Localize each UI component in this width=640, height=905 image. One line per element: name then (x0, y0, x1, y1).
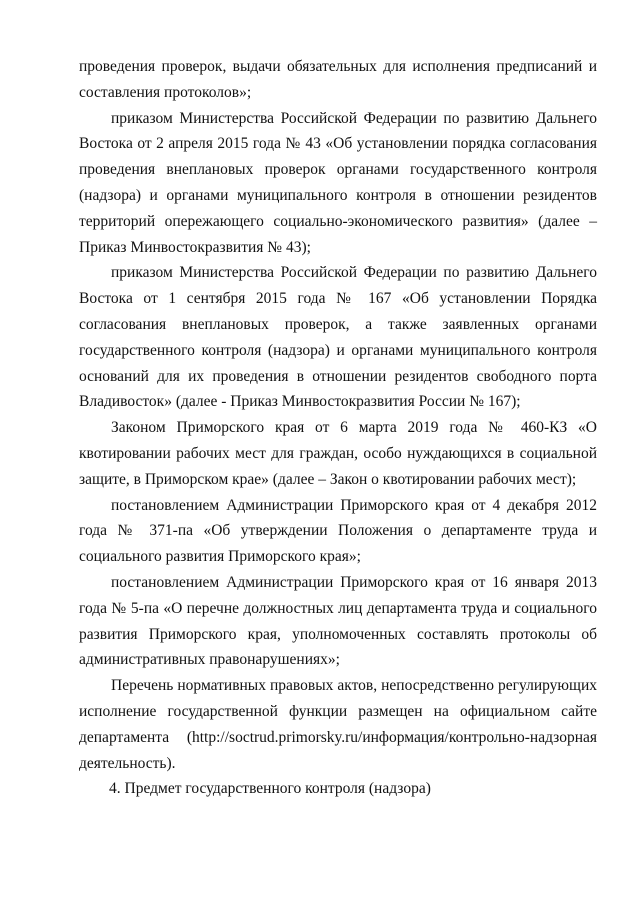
legal-acts-period: . (171, 754, 176, 772)
paragraph-order-43: приказом Министерства Российской Федерации по развитию Дальнего Востока от 2 апреля 2015 года № 43 «Об установлении порядка согласования проведения внеплановых проверок органами государственного контроля (надзора) и органами муниципального контроля в отношении резидентов территорий опережающего социально-экономического развития» (далее – Приказ Минвостокразвития № 43); (79, 109, 597, 256)
paragraph-continuation: проведения проверок, выдачи обязательных для исполнения предписаний и составления протоколов»; (79, 58, 597, 101)
paragraph-order-167: приказом Министерства Российской Федерации по развитию Дальнего Востока от 1 сентября 2015 года № 167 «Об установлении Порядка согласования внеплановых проверок, а также заявленных органами государственного контроля (надзора) и органами муниципального контроля оснований для их проведения в отношении резидентов свободного порта Владивосток» (далее - Приказ Минвостокразвития России № 167); (79, 264, 597, 411)
department-website-link[interactable]: (http://soctrud.primorsky.ru/информация/контрольно-надзорная деятельность) (79, 728, 597, 772)
paragraph-law-quota: Законом Приморского края от 6 марта 2019 года № 460-КЗ «О квотировании рабочих мест для граждан, особо нуждающихся в социальной защите, в Приморском крае» (далее – Закон о квотировании рабочих мест); (79, 419, 597, 488)
section-heading: 4. Предмет государственного контроля (надзора) (109, 780, 431, 798)
paragraph-resolution-371: постановлением Администрации Приморского края от 4 декабря 2012 года № 371-па «Об утверждении Положения о департаменте труда и социального развития Приморского края»; (79, 496, 597, 566)
document-page (79, 54, 597, 802)
paragraph-legal-acts-list (79, 673, 597, 776)
legal-acts-text: Перечень нормативных правовых актов, непосредственно регулирующих исполнение государственной функции размещен на официальном сайте департамента (79, 677, 597, 746)
paragraph-resolution-5: постановлением Администрации Приморского края от 16 января 2013 года № 5-па «О перечне должностных лиц департамента труда и социального развития Приморского края, уполномоченных составлять протоколы об административных правонарушениях»; (79, 573, 597, 669)
